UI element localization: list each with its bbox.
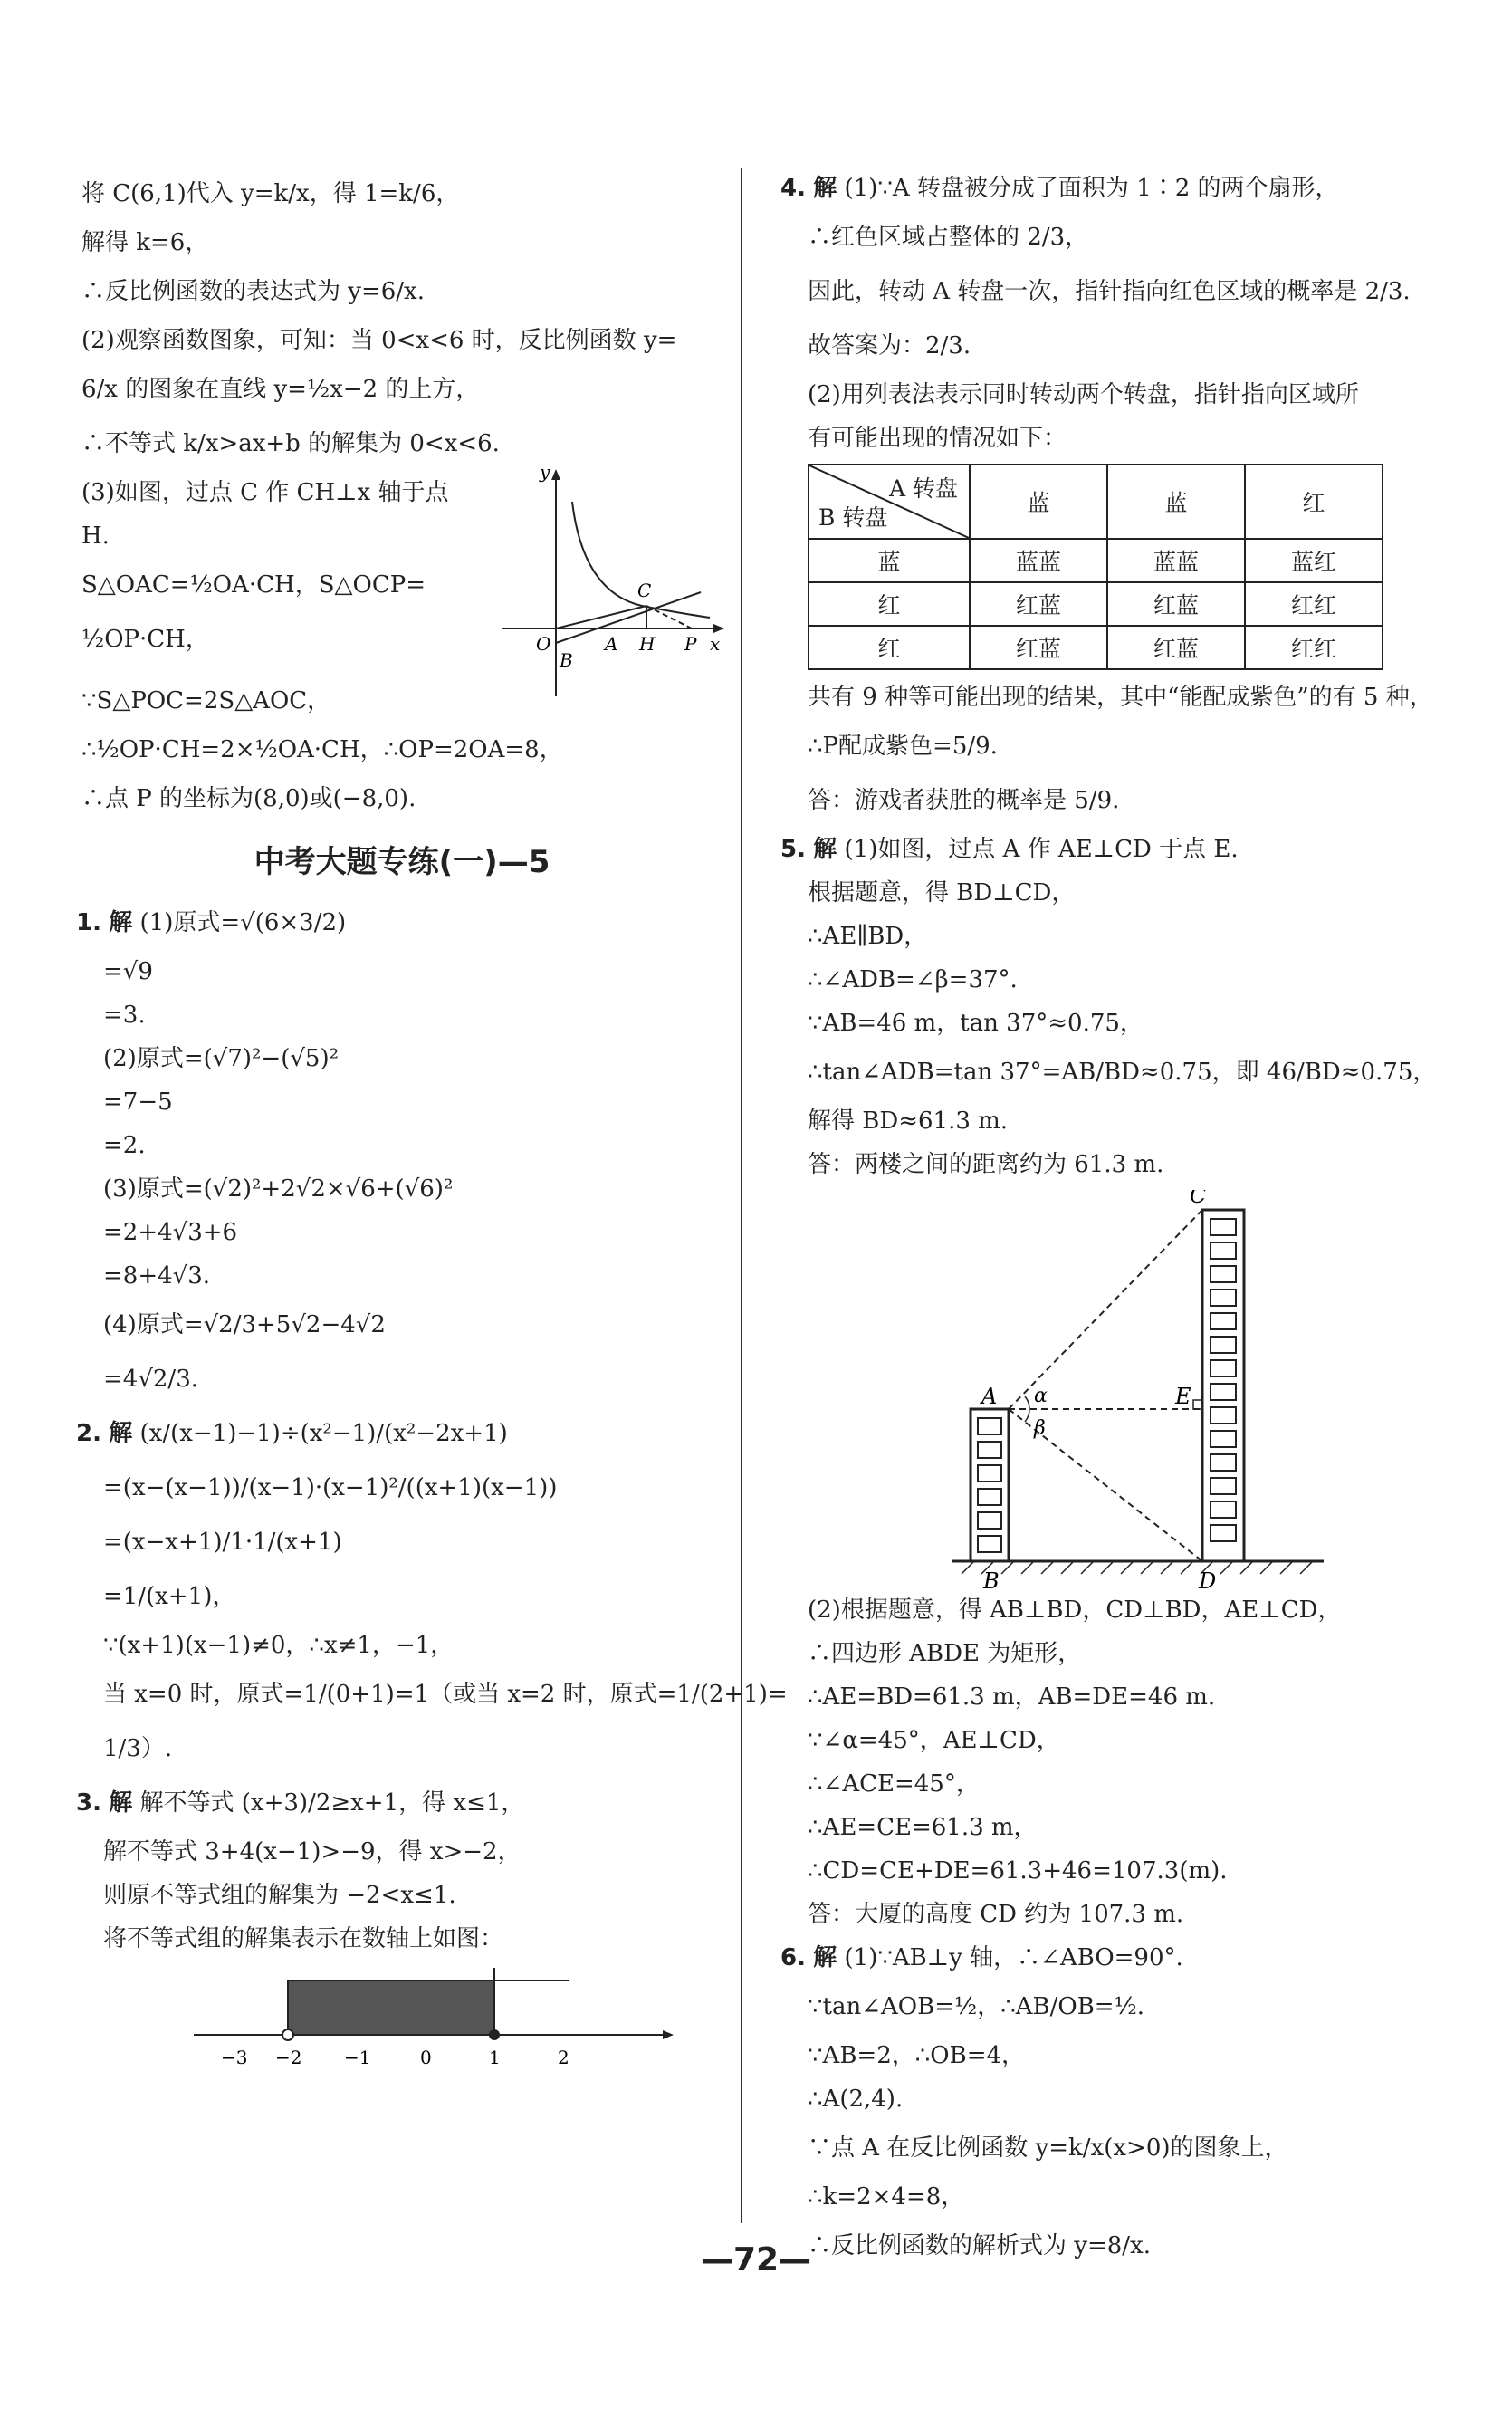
answer-label: 解 xyxy=(813,1944,837,1971)
question-2-head xyxy=(76,1410,728,1457)
diagram-label: D xyxy=(1199,1568,1217,1588)
table-cell: 蓝红 xyxy=(1245,539,1383,582)
tick-label: 2 xyxy=(558,2047,569,2068)
table-header-cell: 蓝 xyxy=(970,465,1107,539)
text-line: 故答案为：2/3. xyxy=(808,332,971,360)
answer-label: 解 xyxy=(109,1420,133,1447)
table-cell: 红 xyxy=(809,626,970,669)
text-line: =(x−x+1)/1·1/(x+1) xyxy=(103,1529,342,1556)
tick-label: −3 xyxy=(221,2047,248,2068)
text-line: =(x−(x−1))/(x−1)·(x−1)²/((x+1)(x−1)) xyxy=(103,1474,558,1501)
function-graph xyxy=(493,465,728,701)
answer-label: 解 xyxy=(813,836,837,863)
diagram-label: A xyxy=(981,1384,998,1409)
text-line: (3)原式=(√2)²+2√2×√6+(√6)² xyxy=(103,1175,454,1203)
text-line: (2)根据题意，得 AB⊥BD，CD⊥BD，AE⊥CD， xyxy=(808,1597,1342,1624)
table-cell: 红红 xyxy=(1245,582,1383,626)
table-cell: 红红 xyxy=(1245,626,1383,669)
text-line: =1/(x+1)， xyxy=(103,1583,236,1610)
diagram-label: B xyxy=(983,1568,1000,1588)
table-row xyxy=(809,539,1383,582)
graph-label: A xyxy=(605,633,618,655)
outcome-table xyxy=(808,464,1383,670)
text-line: (1)原式=√(6×3/2) xyxy=(139,909,347,936)
text-line: ∴∠ADB=∠β=37°. xyxy=(808,966,1018,993)
text-line: 根据题意，得 BD⊥CD， xyxy=(808,879,1076,906)
text-line: ∴CD=CE+DE=61.3+46=107.3(m). xyxy=(808,1857,1228,1885)
short-building xyxy=(971,1409,1009,1561)
text-line: 6/x 的图象在直线 y=½x−2 的上方， xyxy=(81,376,480,403)
table-header-cell: 蓝 xyxy=(1107,465,1245,539)
text-line: =8+4√3. xyxy=(103,1262,211,1290)
text-line: 解不等式 3+4(x−1)>−9，得 x>−2， xyxy=(103,1838,522,1866)
question-4-head xyxy=(780,170,1432,206)
text-line: 解得 k=6， xyxy=(81,229,209,256)
text-line: ½OP·CH， xyxy=(81,626,209,653)
question-3-head xyxy=(76,1779,728,1827)
question-number: 6. xyxy=(780,1944,806,1971)
question-5-head xyxy=(780,831,1432,868)
text-line: 则原不等式组的解集为 −2<x≤1. xyxy=(103,1882,456,1909)
text-line: (2)观察函数图象，可知：当 0<x<6 时，反比例函数 y= xyxy=(81,327,677,354)
text-line: (2)原式=(√7)²−(√5)² xyxy=(103,1045,340,1072)
text-line: =2+4√3+6 xyxy=(103,1219,238,1246)
text-line: =4√2/3. xyxy=(103,1366,199,1393)
text-line: =2. xyxy=(103,1132,146,1159)
question-number: 4. xyxy=(780,175,806,202)
text-line: ∵AB=2，∴OB=4， xyxy=(808,2042,1026,2069)
corner-top-label: A 转盘 xyxy=(888,475,958,502)
tick-label: −2 xyxy=(275,2047,302,2068)
question-number: 3. xyxy=(76,1789,101,1817)
graph-label: y xyxy=(540,465,550,483)
text-line: ∴AE=CE=61.3 m， xyxy=(808,1814,1038,1841)
text-line: (2)用列表法表示同时转动两个转盘，指针指向区域所 xyxy=(808,381,1359,408)
table-cell: 蓝 xyxy=(809,539,970,582)
text-line: ∴四边形 ABDE 为矩形， xyxy=(808,1640,1082,1667)
page-number: —72— xyxy=(700,2241,812,2278)
closed-dot xyxy=(489,2029,500,2040)
text-line: =3. xyxy=(103,1002,146,1029)
text-line: ∴∠ACE=45°， xyxy=(808,1770,980,1798)
tick-label: 0 xyxy=(420,2047,432,2068)
table-cell: 红蓝 xyxy=(970,582,1107,626)
text-line: 答：大厦的高度 CD 约为 107.3 m. xyxy=(808,1901,1184,1928)
text-line: ∴反比例函数的表达式为 y=6/x. xyxy=(81,278,425,305)
question-number: 2. xyxy=(76,1420,101,1447)
text-line: =7−5 xyxy=(103,1089,173,1116)
text-line: (1)如图，过点 A 作 AE⊥CD 于点 E. xyxy=(844,836,1239,863)
text-line: 答：两楼之间的距离约为 61.3 m. xyxy=(808,1151,1164,1178)
text-line: 解得 BD≈61.3 m. xyxy=(808,1108,1009,1135)
table-cell: 蓝蓝 xyxy=(970,539,1107,582)
text-line: H. xyxy=(81,523,110,550)
text-line: ∴k=2×4=8， xyxy=(808,2183,965,2211)
text-line: (3)如图，过点 C 作 CH⊥x 轴于点 xyxy=(81,479,449,506)
text-line: ∵(x+1)(x−1)≠0，∴x≠1，−1， xyxy=(103,1632,455,1659)
text-line: 将 C(6,1)代入 y=k/x，得 1=k/6， xyxy=(81,180,460,207)
text-line: ∵点 A 在反比例函数 y=k/x(x>0)的图象上， xyxy=(808,2134,1288,2162)
table-row xyxy=(809,582,1383,626)
question-1-head xyxy=(76,899,728,946)
text-line: ∴不等式 k/x>ax+b 的解集为 0<x<6. xyxy=(81,430,500,457)
diagram-label: α xyxy=(1034,1385,1048,1407)
tick-label: 1 xyxy=(489,2047,501,2068)
question-number: 1. xyxy=(76,909,101,936)
graph-label: P xyxy=(684,633,697,655)
text-line: ∵S△POC=2S△AOC， xyxy=(81,687,331,715)
text-line: =√9 xyxy=(103,958,153,985)
solution-region xyxy=(288,1981,494,2035)
building-diagram xyxy=(780,1190,1432,1588)
text-line: (1)∵A 转盘被分成了面积为 1∶2 的两个扇形， xyxy=(844,175,1339,202)
text-line: (4)原式=√2/3+5√2−4√2 xyxy=(103,1311,386,1338)
graph-label: O xyxy=(536,633,551,655)
graph-label: C xyxy=(637,580,652,601)
text-line: 答：游戏者获胜的概率是 5/9. xyxy=(808,787,1120,814)
diagram-label: β xyxy=(1034,1417,1046,1440)
question-6-head xyxy=(780,1940,1432,1976)
number-line xyxy=(185,1964,692,2073)
tick-label: −1 xyxy=(344,2047,371,2068)
text-line: 有可能出现的情况如下： xyxy=(808,425,1067,452)
graph-label: B xyxy=(560,649,573,671)
table-corner xyxy=(809,465,970,539)
section-title: 中考大题专练(一)—5 xyxy=(254,844,550,880)
graph-label: H xyxy=(639,633,656,655)
table-header-cell: 红 xyxy=(1245,465,1383,539)
table-cell: 红蓝 xyxy=(1107,626,1245,669)
answer-label: 解 xyxy=(813,175,837,202)
text-line: (1)∵AB⊥y 轴，∴∠ABO=90°. xyxy=(844,1944,1183,1971)
graph-block xyxy=(76,465,728,683)
column-divider xyxy=(741,168,742,2223)
table-row xyxy=(809,626,1383,669)
corner-bottom-label: B 转盘 xyxy=(818,504,888,531)
table-cell: 红蓝 xyxy=(1107,582,1245,626)
text-line: ∵∠α=45°，AE⊥CD， xyxy=(808,1727,1060,1754)
right-column xyxy=(780,170,1437,2277)
table-cell: 红 xyxy=(809,582,970,626)
left-column xyxy=(76,170,788,2077)
text-line: ∴tan∠ADB=tan 37°=AB/BD≈0.75，即 46/BD≈0.75， xyxy=(808,1059,1437,1086)
table-row xyxy=(809,465,1383,539)
text-line: ∵AB=46 m，tan 37°≈0.75， xyxy=(808,1010,1144,1037)
graph-label: x xyxy=(710,633,721,655)
text-line: ∴P配成紫色=5/9. xyxy=(808,733,998,760)
text-line: ∴反比例函数的解析式为 y=8/x. xyxy=(808,2232,1151,2259)
text-line: S△OAC=½OA·CH，S△OCP= xyxy=(81,571,426,599)
text-line: 1/3）. xyxy=(103,1735,173,1762)
text-line: ∴AE∥BD， xyxy=(808,923,928,950)
answer-label: 解 xyxy=(109,1789,133,1817)
text-line: ∴点 P 的坐标为(8,0)或(−8,0). xyxy=(81,785,416,812)
text-line: 因此，转动 A 转盘一次，指针指向红色区域的概率是 2/3. xyxy=(808,278,1411,305)
open-dot xyxy=(282,2029,293,2040)
text-line: 共有 9 种等可能出现的结果，其中“能配成紫色”的有 5 种， xyxy=(808,684,1433,711)
diagram-label: E xyxy=(1175,1384,1191,1409)
question-number: 5. xyxy=(780,836,806,863)
text-line: ∴½OP·CH=2×½OA·CH，∴OP=2OA=8， xyxy=(81,736,563,763)
diagram-label: C xyxy=(1190,1190,1207,1208)
text-line: 当 x=0 时，原式=1/(0+1)=1（或当 x=2 时，原式=1/(2+1)= xyxy=(103,1681,788,1708)
text-line: 解不等式 (x+3)/2≥x+1，得 x≤1， xyxy=(139,1789,525,1817)
text-line: 将不等式组的解集表示在数轴上如图： xyxy=(103,1925,504,1952)
answer-label: 解 xyxy=(109,909,133,936)
text-line: (x/(x−1)−1)÷(x²−1)/(x²−2x+1) xyxy=(139,1420,508,1447)
table-cell: 蓝蓝 xyxy=(1107,539,1245,582)
text-line: ∴红色区域占整体的 2/3， xyxy=(808,224,1089,251)
tall-building xyxy=(1202,1210,1244,1561)
text-line: ∴AE=BD=61.3 m，AB=DE=46 m. xyxy=(808,1683,1216,1711)
table-cell: 红蓝 xyxy=(970,626,1107,669)
text-line: ∵tan∠AOB=½，∴AB/OB=½. xyxy=(808,1993,1145,2020)
text-line: ∴A(2,4). xyxy=(808,2086,904,2113)
